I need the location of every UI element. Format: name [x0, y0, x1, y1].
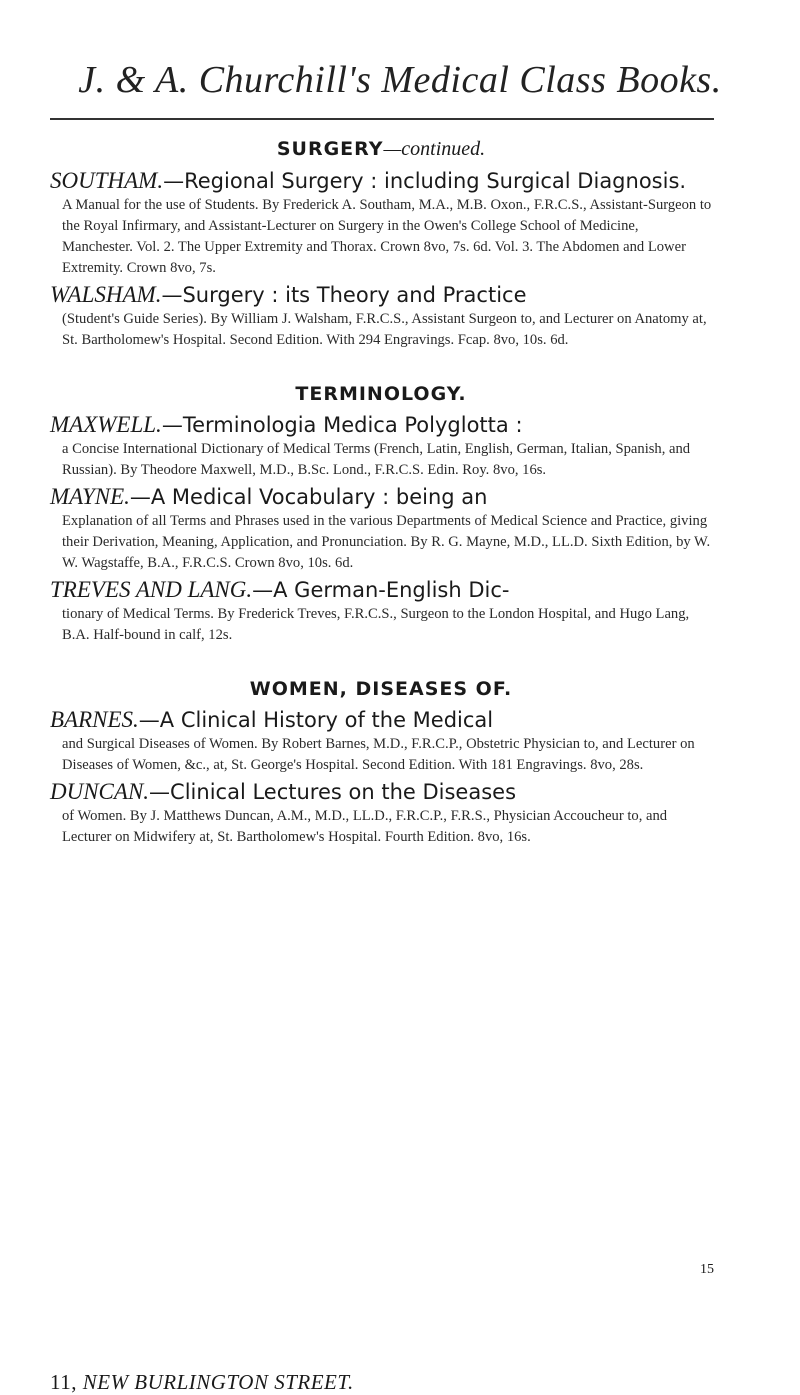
entry-body: of Women. By J. Matthews Duncan, A.M., M.D., LL.D., F.R.C.P., F.R.S., Physician Accoucheur to, and Lecturer on Midwifery at, St. Bartholomew's Hospital. Fourth Edition. 8vo, 16s.	[62, 808, 668, 845]
spacer	[50, 648, 712, 670]
running-head: J. & A. Churchill's Medical Class Books.	[78, 59, 722, 101]
entry-body: Explanation of all Terms and Phrases used in the various Departments of Medical Science and Practice, giving their Derivation, Meaning, Application, and Pronunciation. By R. G. Mayne, M.D., LL.D. Sixth Edition, by W. W. Wagstaffe, B.A., F.R.C.S. Crown 8vo, 10s. 6d.	[62, 513, 711, 571]
spacer	[50, 353, 712, 375]
entry-title-text: —A Clinical History of the Medical	[138, 708, 494, 732]
entry-walsham	[50, 281, 712, 351]
entry-title	[50, 281, 712, 309]
entry-title-text: —Surgery : its Theory and Practice	[161, 283, 527, 307]
entry-title-text: —Regional Surgery : including Surgical Diagnosis.	[163, 169, 687, 193]
section-heading-surgery	[50, 138, 712, 161]
entry-title	[50, 167, 712, 195]
entry-author: TREVES AND LANG.	[50, 577, 253, 602]
entry-title-text: —A German-English Dic-	[252, 578, 510, 602]
entry-title	[50, 483, 712, 511]
entry-body: A Manual for the use of Students. By Frederick A. Southam, M.A., M.B. Oxon., F.R.C.S., Assistant-Surgeon to the Royal Infirmary, and Assistant-Lecturer on Surgery in the Owen's College School of Medicine, Manchester. Vol. 2. The Upper Extremity and Thorax. Crown 8vo, 7s. 6d. Vol. 3. The Abdomen and Lower Extremity. Crown 8vo, 7s.	[62, 197, 712, 276]
entry-duncan	[50, 778, 712, 848]
entry-body: (Student's Guide Series). By William J. Walsham, F.R.C.S., Assistant Surgeon to, and Lecturer on Anatomy at, St. Bartholomew's Hospital. Second Edition. With 294 Engravings. Fcap. 8vo, 10s. 6d.	[62, 311, 707, 348]
entry-title	[50, 576, 712, 604]
entry-maxwell	[50, 411, 712, 481]
entry-title-text: —Clinical Lectures on the Diseases	[149, 780, 517, 804]
section-heading-text: SURGERY	[276, 138, 384, 160]
entry-body: and Surgical Diseases of Women. By Robert Barnes, M.D., F.R.C.P., Obstetric Physician to, and Lecturer on Diseases of Women, &c., at, St. George's Hospital. Second Edition. With 181 Engravings. 8vo, 28s.	[62, 736, 695, 773]
entry-author: MAXWELL.	[50, 412, 162, 437]
header-rule	[50, 118, 714, 120]
publisher-address	[50, 1370, 710, 1395]
entry-southam	[50, 167, 712, 279]
entry-barnes	[50, 706, 712, 776]
entry-title-text: —A Medical Vocabulary : being an	[129, 485, 488, 509]
address-number: 11,	[50, 1370, 77, 1394]
entry-title	[50, 411, 712, 439]
entry-author: BARNES.	[50, 707, 139, 732]
entry-body: tionary of Medical Terms. By Frederick Treves, F.R.C.S., Surgeon to the London Hospital, and Hugo Lang, B.A. Half-bound in calf, 12s.	[62, 606, 690, 643]
page-number: 15	[700, 1262, 714, 1277]
entry-author: SOUTHAM.	[50, 168, 164, 193]
section-heading-continued: —continued.	[383, 138, 486, 160]
entry-body: a Concise International Dictionary of Medical Terms (French, Latin, English, German, Italian, Spanish, and Russian). By Theodore Maxwell, M.D., B.Sc. Lond., F.R.C.S. Edin. Roy. 8vo, 16s.	[62, 441, 691, 478]
entry-mayne	[50, 483, 712, 574]
entry-title	[50, 778, 712, 806]
entry-treves-lang	[50, 576, 712, 646]
entry-author: WALSHAM.	[50, 282, 162, 307]
address-street: NEW BURLINGTON STREET.	[82, 1370, 354, 1394]
entry-title-text: —Terminologia Medica Polyglotta :	[161, 413, 523, 437]
section-heading-women: WOMEN, DISEASES OF.	[249, 678, 513, 700]
entry-author: MAYNE.	[50, 484, 130, 509]
entry-author: DUNCAN.	[50, 779, 150, 804]
entry-title	[50, 706, 712, 734]
section-heading-terminology: TERMINOLOGY.	[295, 383, 467, 405]
